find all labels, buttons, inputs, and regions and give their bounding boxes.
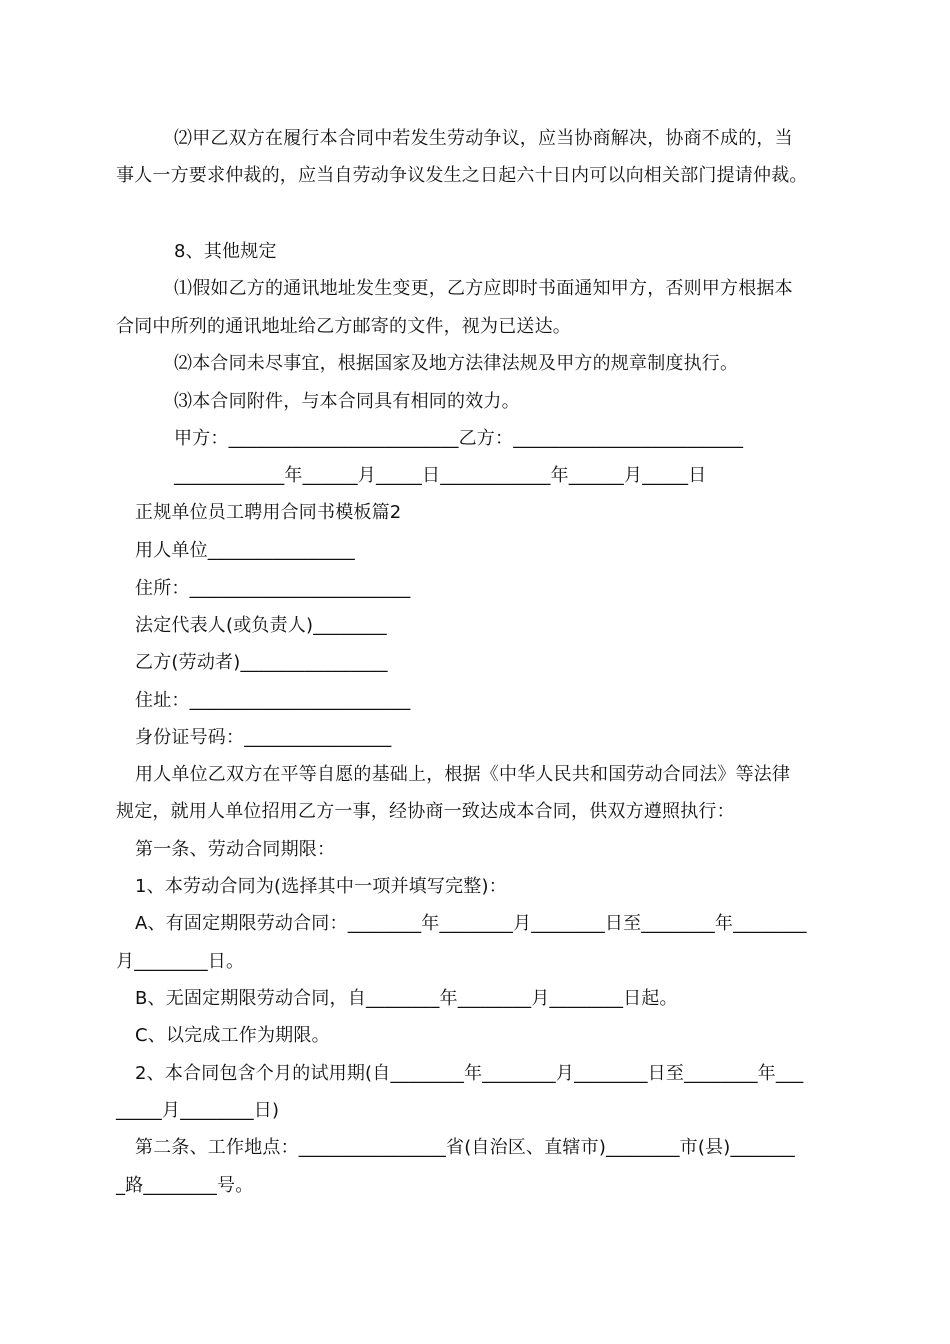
field-employer: 用人单位________________ bbox=[135, 540, 355, 561]
paragraph-line: ⑶本合同附件，与本合同具有相同的效力。 bbox=[174, 391, 520, 412]
paragraph-line: 事人一方要求仲裁的，应当自劳动争议发生之日起六十日内可以向相关部门提请仲裁。 bbox=[116, 165, 808, 186]
paragraph-line: _____月________日) bbox=[116, 1100, 280, 1121]
field-address: 住址：________________________ bbox=[135, 690, 411, 711]
article-heading: 第二条、工作地点：________________省(自治区、直辖市)________市(县)_______ bbox=[135, 1137, 795, 1158]
field-id-number: 身份证号码：________________ bbox=[135, 727, 392, 748]
option-line: B、无固定期限劳动合同，自________年________月________日起。 bbox=[135, 988, 678, 1009]
article-heading: 第一条、劳动合同期限： bbox=[135, 839, 336, 860]
paragraph-line: 用人单位乙双方在平等自愿的基础上，根据《中华人民共和国劳动合同法》等法律 bbox=[135, 764, 791, 785]
paragraph-line: 合同中所列的通讯地址给乙方邮寄的文件，视为已送达。 bbox=[116, 316, 571, 337]
paragraph-line: 规定，就用人单位招用乙方一事，经协商一致达成本合同，供双方遵照执行： bbox=[116, 801, 735, 822]
paragraph-line: ⑵本合同未尽事宜，根据国家及地方法律法规及甲方的规章制度执行。 bbox=[174, 353, 739, 374]
contract-title: 正规单位员工聘用合同书模板篇2 bbox=[135, 502, 402, 523]
paragraph-line: 1、本劳动合同为(选择其中一项并填写完整)： bbox=[135, 876, 507, 897]
paragraph-line: 2、本合同包含个月的试用期(自________年________月________日至________年___ bbox=[135, 1063, 804, 1084]
field-employee: 乙方(劳动者)________________ bbox=[135, 652, 388, 673]
signature-line: 甲方：_________________________乙方：_________________________ bbox=[174, 428, 744, 449]
option-line: 月________日。 bbox=[116, 951, 245, 972]
option-line: C、以完成工作为期限。 bbox=[135, 1025, 330, 1046]
section-heading: 8、其他规定 bbox=[174, 241, 277, 262]
date-line: ____________年______月_____日____________年______月_____日 bbox=[174, 465, 707, 486]
field-legal-rep: 法定代表人(或负责人)________ bbox=[135, 615, 387, 636]
option-line: A、有固定期限劳动合同：________年________月________日至________年________ bbox=[135, 913, 807, 934]
paragraph-line: ⑴假如乙方的通讯地址发生变更，乙方应即时书面通知甲方，否则甲方根据本 bbox=[174, 278, 793, 299]
paragraph-line: _路________号。 bbox=[116, 1175, 254, 1196]
field-residence: 住所：________________________ bbox=[135, 578, 411, 599]
paragraph-line: ⑵甲乙双方在履行本合同中若发生劳动争议，应当协商解决，协商不成的，当 bbox=[174, 128, 793, 149]
